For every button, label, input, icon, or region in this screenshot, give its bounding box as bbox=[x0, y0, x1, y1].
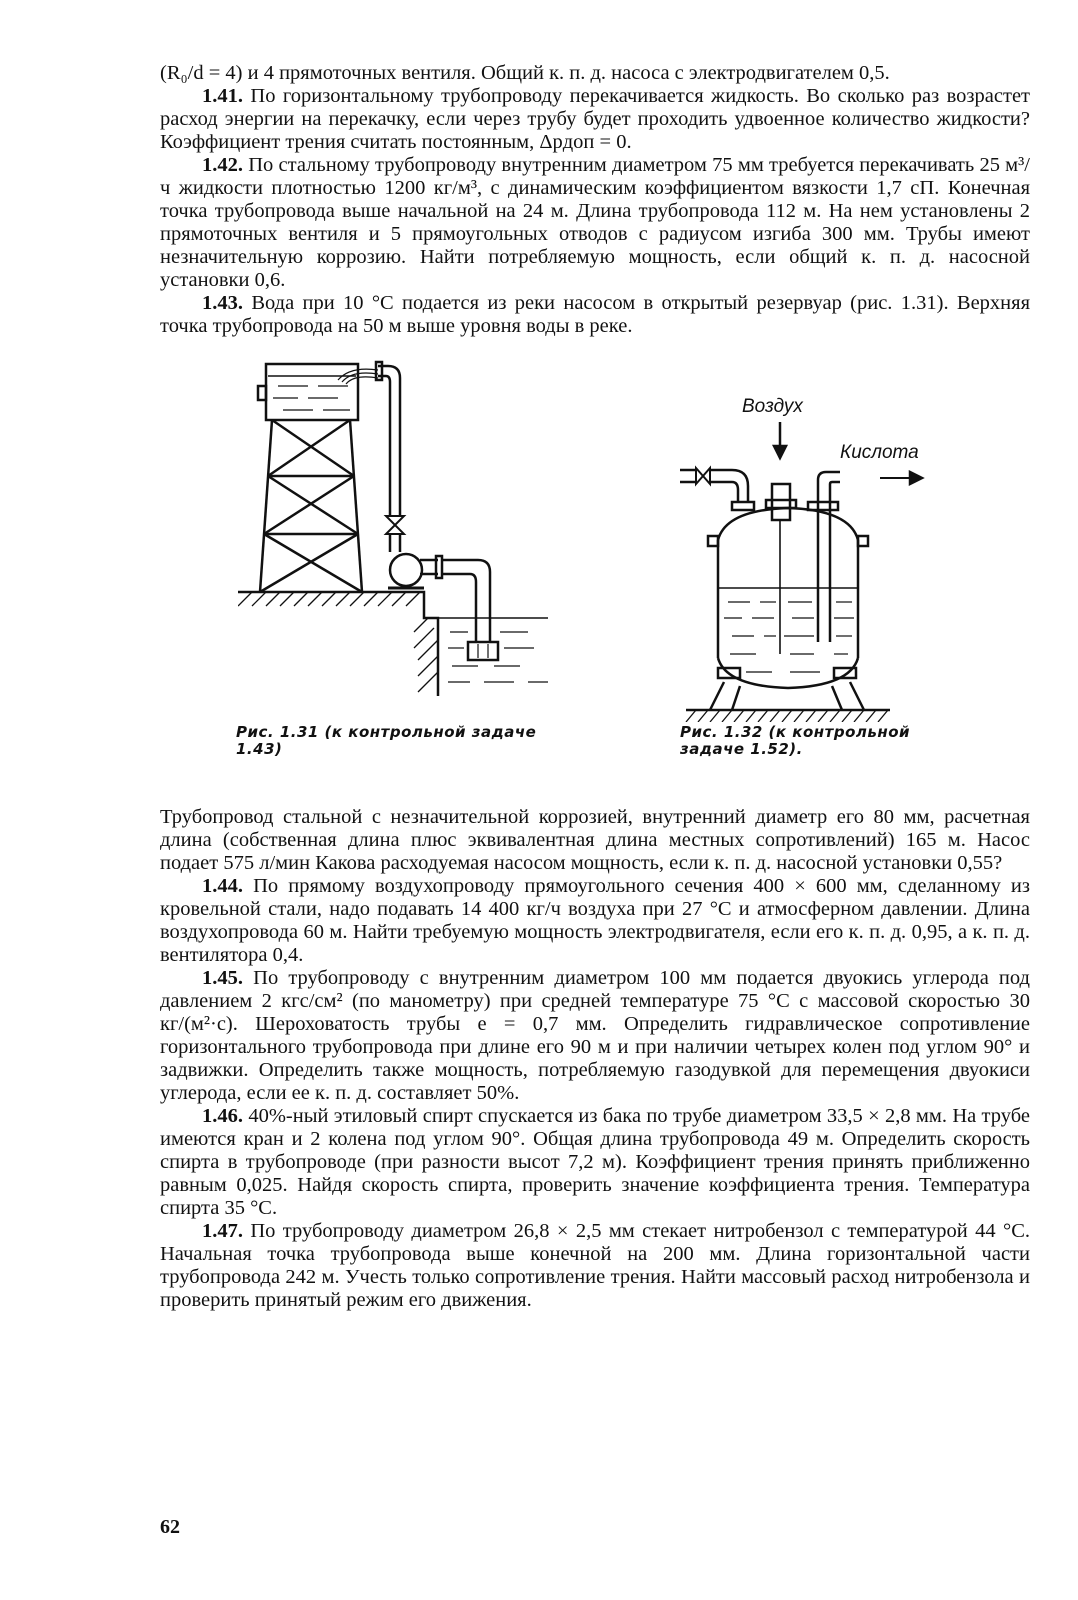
problem-number: 1.42. bbox=[202, 154, 243, 176]
figure-1-31 bbox=[238, 356, 558, 716]
problem-text: По трубопроводу диаметром 26,8 × 2,5 мм стекает нитробензол с температурой 44 °С. Начальная точка трубопровода выше конечной на 200 мм. Длина горизонтальной части трубопровода 242 м. Учесть только сопротивление трения. Найти массовый расход нитробензола и проверить принятый режим его движения. bbox=[160, 1220, 1030, 1311]
problem-text: По прямому воздухопроводу прямоугольного сечения 400 × 600 мм, сделанному из кровельной стали, надо подавать 14 400 кг/ч воздуха при 27 °С и атмосферном давлении. Длина воздухопровода 60 м. Найти требуемую мощность электродвигателя, если его к. п. д. 0,95, а к. п. д. вентилятора 0,4. bbox=[160, 875, 1030, 966]
problem-1-45 bbox=[160, 967, 1030, 1105]
page-number: 62 bbox=[160, 1516, 180, 1538]
problem-1-43 bbox=[160, 292, 1030, 338]
problem-text: По горизонтальному трубопроводу перекачивается жидкость. Во сколько раз возрастет расход энергии на перекачку, если через трубу будет проходить удвоенное количество жидкости? Коэффициент трения считать постоянным, Δpдоп = 0. bbox=[160, 85, 1030, 153]
problem-text: 40%-ный этиловый спирт спускается из бака по трубе диаметром 33,5 × 2,8 мм. На трубе имеются кран и 2 колена под углом 90°. Общая длина трубопровода 49 м. Определить скорость спирта в трубопроводе (при разности высот 7,2 м). Коэффициент трения принять приближенно равным 0,025. Найдя скорость спирта, проверить значение коэффициента трения. Температура спирта 35 °С. bbox=[160, 1105, 1030, 1219]
problem-number: 1.41. bbox=[202, 85, 243, 107]
problem-number: 1.44. bbox=[202, 875, 243, 897]
problem-1-43-continuation: Трубопровод стальной с незначительной коррозией, внутренний диаметр его 80 мм, расчетная длина (собственная длина плюс эквивалентная длина местных сопротивлений) 165 м. Насос подает 575 л/мин Какова расходуемая насосом мощность, если к. п. д. насосной установки 0,55? bbox=[160, 806, 1030, 874]
problem-1-46 bbox=[160, 1105, 1030, 1220]
problem-text: Вода при 10 °С подается из реки насосом в открытый резервуар (рис. 1.31). Верхняя точка трубопровода на 50 м выше уровня воды в реке. bbox=[160, 292, 1030, 337]
problem-1-41 bbox=[160, 85, 1030, 154]
problem-text: По трубопроводу с внутренним диаметром 100 мм подается двуокись углерода под давлением 2 кгс/см² (по манометру) при средней температуре 75 °С с массовой скоростью 30 кг/(м²·с). Шероховатость трубы e = 0,7 мм. Определить гидравлическое сопротивление горизонтального трубопровода при длине его 90 м и при наличии четырех колен под углом 90° и задвижки. Определить также мощность, потребляемую газодувкой для перемещения двуокиси углерода, если ее к. п. д. составляет 50%. bbox=[160, 967, 1030, 1104]
problem-number: 1.45. bbox=[202, 967, 243, 989]
problem-number: 1.46. bbox=[202, 1105, 243, 1127]
paragraph-continuation: (R₀/d = 4) и 4 прямоточных вентиля. Общий к. п. д. насоса с электродвигателем 0,5. bbox=[160, 62, 890, 84]
problem-number: 1.47. bbox=[202, 1220, 243, 1242]
figure-1-32 bbox=[680, 392, 960, 722]
problem-1-44 bbox=[160, 875, 1030, 967]
problem-text: По стальному трубопроводу внутренним диаметром 75 мм требуется перекачивать 25 м³/ч жидкости плотностью 1200 кг/м³, с динамическим коэффициентом вязкости 1,7 сП. Конечная точка трубопровода выше начальной на 24 м. Длина трубопровода 112 м. На нем установлены 2 прямоточных вентиля и 5 прямоугольных отводов с радиусом изгиба 300 мм. Трубы имеют незначительную коррозию. Найти потребляемую мощность, если общий к. п. д. насосной установки 0,6. bbox=[160, 154, 1030, 291]
caption-figure-1-31: Рис. 1.31 (к контрольной задаче 1.43) bbox=[236, 723, 537, 758]
caption-figure-1-32: Рис. 1.32 (к контрольной задаче 1.52). bbox=[680, 723, 911, 758]
label-acid: Кислота bbox=[840, 442, 919, 463]
page-body bbox=[160, 62, 1030, 1312]
problem-1-42 bbox=[160, 154, 1030, 292]
problem-1-47 bbox=[160, 1220, 1030, 1312]
figures-row bbox=[160, 356, 1030, 806]
label-air: Воздух bbox=[742, 396, 803, 417]
problem-number: 1.43. bbox=[202, 292, 243, 314]
